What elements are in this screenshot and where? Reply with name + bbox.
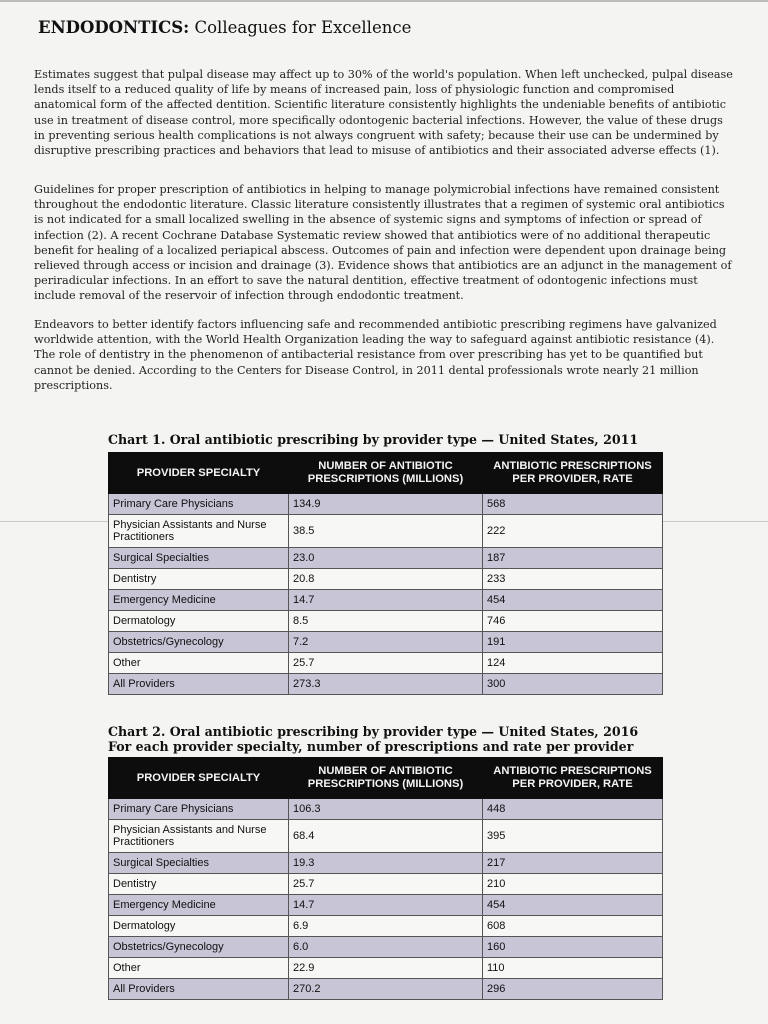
prescriptions-cell: 19.3 [289,853,483,874]
body-paragraph-1: Estimates suggest that pulpal disease may affect up to 30% of the world's population. When left unchecked, pulpal disease lends itself to a reduced quality of life by means of increased pain, loss of physiologic function and compromised anatomical form of the affected dentition. Scientific literature consistently highlights the undeniable benefits of antibiotic use in treatment of disease control, more specifically odontogenic bacterial infections. However, the value of these drugs in preventing serious health complications is not always congruent with safety; because their use can be undermined by disruptive prescribing practices and behaviors that lead to misuse of antibiotics and their associated adverse effects (1). [34,68,733,158]
rate-cell: 448 [483,799,663,820]
page-title [38,18,411,37]
rate-cell: 568 [483,494,663,515]
prescriptions-cell: 106.3 [289,799,483,820]
provider-cell: Surgical Specialties [109,548,289,569]
chart1-table [108,452,663,695]
column-header-rate: ANTIBIOTIC PRESCRIPTIONS PER PROVIDER, RATE [483,453,663,494]
table-row [109,653,663,674]
chart2-title: Chart 2. Oral antibiotic prescribing by provider type — United States, 2016 [108,724,639,739]
prescriptions-cell: 270.2 [289,979,483,1000]
column-header-rate: ANTIBIOTIC PRESCRIPTIONS PER PROVIDER, RATE [483,758,663,799]
prescriptions-cell: 273.3 [289,674,483,695]
provider-cell: All Providers [109,979,289,1000]
rate-cell: 210 [483,874,663,895]
body-paragraph-3: Endeavors to better identify factors influencing safe and recommended antibiotic prescribing regimens have galvanized worldwide attention, with the World Health Organization leading the way to safeguard against antibiotic resistance (4). The role of dentistry in the phenomenon of antibacterial resistance from over prescribing has yet to be quantified but cannot be denied. According to the Centers for Disease Control, in 2011 dental professionals wrote nearly 21 million prescriptions. [34,318,717,392]
prescriptions-cell: 20.8 [289,569,483,590]
rate-cell: 191 [483,632,663,653]
rate-cell: 217 [483,853,663,874]
provider-cell: Obstetrics/Gynecology [109,632,289,653]
provider-cell: Physician Assistants and Nurse Practitioners [109,820,289,853]
provider-cell: Dentistry [109,874,289,895]
provider-cell: Other [109,958,289,979]
table-row [109,895,663,916]
rate-cell: 300 [483,674,663,695]
table-header-row [109,758,663,799]
table-row [109,820,663,853]
table-row [109,548,663,569]
provider-cell: Dermatology [109,916,289,937]
prescriptions-cell: 38.5 [289,515,483,548]
table-header-row [109,453,663,494]
table-row [109,515,663,548]
page-title-bold: ENDODONTICS: [38,18,190,37]
rate-cell: 454 [483,895,663,916]
prescriptions-cell: 134.9 [289,494,483,515]
body-paragraph-2: Guidelines for proper prescription of antibiotics in helping to manage polymicrobial infections have remained consistent throughout the endodontic literature. Classic literature consistently illustrates that a regimen of systemic oral antibiotics is not indicated for a small localized swelling in the absence of systemic signs and symptoms of infection or spread of infection (2). A recent Cochrane Database Systematic review showed that antibiotics were of no additional therapeutic benefit for healing of a localized periapical abscess. Outcomes of pain and infection were dependent upon drainage being relieved through access or incision and drainage (3). Evidence shows that antibiotics are an adjunct in the management of periradicular infections. In an effort to save the natural dentition, effective treatment of odontogenic infections must include removal of the reservoir of infection through endodontic treatment. [34,183,732,303]
page-top-edge [0,0,768,2]
table-row [109,632,663,653]
table-row [109,853,663,874]
provider-cell: Primary Care Physicians [109,799,289,820]
provider-cell: Obstetrics/Gynecology [109,937,289,958]
provider-cell: Physician Assistants and Nurse Practitioners [109,515,289,548]
provider-cell: Emergency Medicine [109,895,289,916]
prescriptions-cell: 68.4 [289,820,483,853]
provider-cell: Other [109,653,289,674]
table-row [109,494,663,515]
table-row [109,569,663,590]
table-row [109,674,663,695]
prescriptions-cell: 6.0 [289,937,483,958]
prescriptions-cell: 7.2 [289,632,483,653]
rate-cell: 187 [483,548,663,569]
column-header-provider: PROVIDER SPECIALTY [109,453,289,494]
prescriptions-cell: 14.7 [289,590,483,611]
provider-cell: Surgical Specialties [109,853,289,874]
provider-cell: Primary Care Physicians [109,494,289,515]
table-row [109,937,663,958]
chart1-table-body [109,494,663,695]
rate-cell: 233 [483,569,663,590]
table-row [109,611,663,632]
table-row [109,916,663,937]
rate-cell: 110 [483,958,663,979]
rate-cell: 608 [483,916,663,937]
table-row [109,958,663,979]
rate-cell: 222 [483,515,663,548]
prescriptions-cell: 25.7 [289,653,483,674]
rate-cell: 746 [483,611,663,632]
page-title-rest: Colleagues for Excellence [189,18,412,37]
provider-cell: Dermatology [109,611,289,632]
provider-cell: Emergency Medicine [109,590,289,611]
chart2-table-body [109,799,663,1000]
prescriptions-cell: 6.9 [289,916,483,937]
rate-cell: 160 [483,937,663,958]
table-row [109,874,663,895]
prescriptions-cell: 8.5 [289,611,483,632]
rate-cell: 124 [483,653,663,674]
table-row [109,590,663,611]
prescriptions-cell: 25.7 [289,874,483,895]
column-header-prescriptions: NUMBER OF ANTIBIOTIC PRESCRIPTIONS (MILLIONS) [289,453,483,494]
chart2-subtitle: For each provider specialty, number of prescriptions and rate per provider [108,739,634,754]
table-row [109,979,663,1000]
chart1-title: Chart 1. Oral antibiotic prescribing by provider type — United States, 2011 [108,432,639,447]
prescriptions-cell: 14.7 [289,895,483,916]
rate-cell: 454 [483,590,663,611]
chart2-table [108,757,663,1000]
prescriptions-cell: 23.0 [289,548,483,569]
table-row [109,799,663,820]
rate-cell: 395 [483,820,663,853]
column-header-provider: PROVIDER SPECIALTY [109,758,289,799]
rate-cell: 296 [483,979,663,1000]
column-header-prescriptions: NUMBER OF ANTIBIOTIC PRESCRIPTIONS (MILLIONS) [289,758,483,799]
prescriptions-cell: 22.9 [289,958,483,979]
provider-cell: All Providers [109,674,289,695]
provider-cell: Dentistry [109,569,289,590]
